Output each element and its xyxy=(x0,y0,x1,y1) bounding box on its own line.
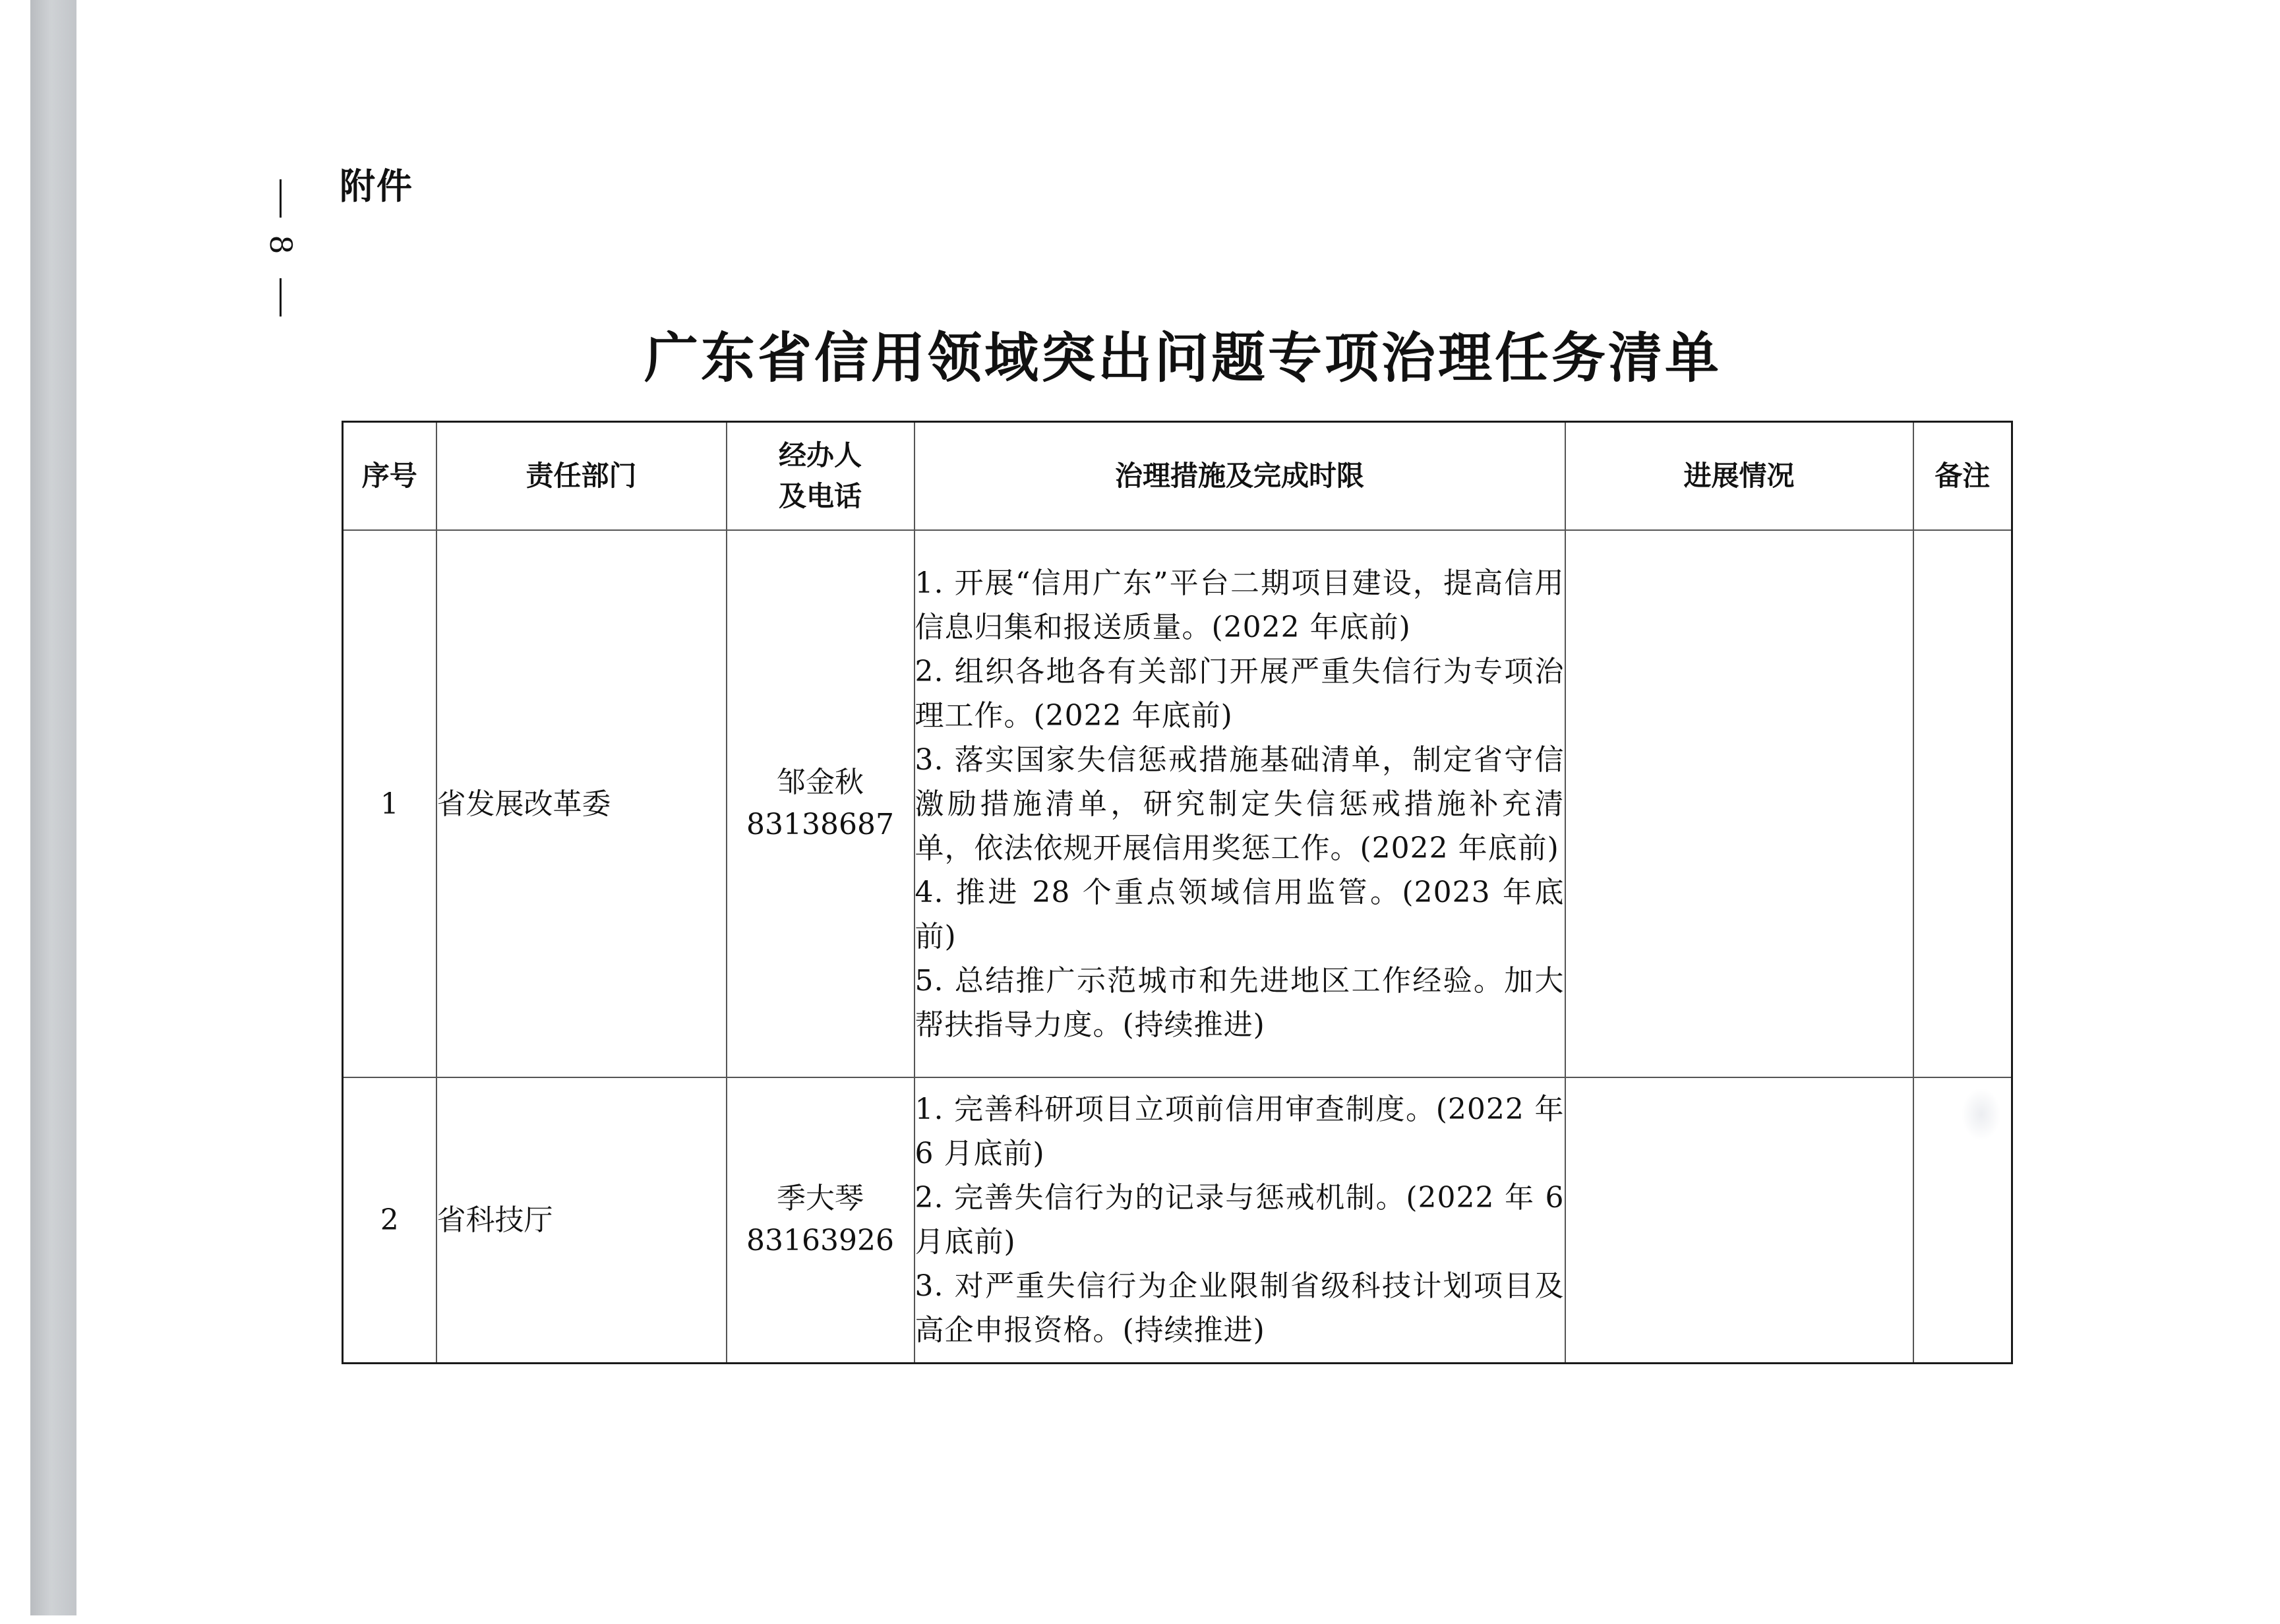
cell-measures xyxy=(915,1077,1565,1363)
scan-binding-strip xyxy=(30,0,76,1615)
table-header-row xyxy=(343,422,2012,531)
page-marker-dash-bottom xyxy=(280,278,282,316)
measure-item: 1. 完善科研项目立项前信用审查制度。(2022 年 6 月底前) xyxy=(915,1093,1565,1171)
measure-item: 3. 落实国家失信惩戒措施基础清单，制定省守信激励措施清单，研究制定失信惩戒措施补充清单，依法依规开展信用奖惩工作。(2022 年底前) xyxy=(915,742,1565,865)
contact-phone: 83138687 xyxy=(746,808,894,841)
header-remarks: 备注 xyxy=(1913,422,2012,531)
attachment-label: 附件 xyxy=(340,165,413,207)
header-department: 责任部门 xyxy=(436,422,727,531)
header-contact xyxy=(727,422,915,531)
scan-artifact xyxy=(1962,1088,2001,1141)
measure-item: 2. 组织各地各有关部门开展严重失信行为专项治理工作。(2022 年底前) xyxy=(915,654,1565,733)
cell-seq: 1 xyxy=(343,530,436,1077)
contact-name: 邹金秋 xyxy=(777,766,864,799)
contact-phone: 83163926 xyxy=(746,1224,894,1258)
header-contact-line2: 及电话 xyxy=(778,480,862,512)
document-title: 广东省信用领域突出问题专项治理任务清单 xyxy=(644,326,1722,390)
contact-name: 季大琴 xyxy=(777,1182,864,1216)
cell-progress xyxy=(1565,1077,1913,1363)
cell-department: 省科技厅 xyxy=(436,1077,727,1363)
cell-contact xyxy=(727,530,915,1077)
measure-item: 1. 开展“信用广东”平台二期项目建设，提高信用信息归集和报送质量。(2022 年底前) xyxy=(915,566,1565,644)
cell-seq: 2 xyxy=(343,1077,436,1363)
table-row xyxy=(343,1077,2012,1363)
header-measures: 治理措施及完成时限 xyxy=(915,422,1565,531)
cell-department: 省发展改革委 xyxy=(436,530,727,1077)
table-row xyxy=(343,530,2012,1077)
header-seq: 序号 xyxy=(343,422,436,531)
measure-item: 2. 完善失信行为的记录与惩戒机制。(2022 年 6 月底前) xyxy=(915,1181,1565,1259)
header-contact-line1: 经办人 xyxy=(778,439,862,471)
measure-item: 5. 总结推广示范城市和先进地区工作经验。加大帮扶指导力度。(持续推进) xyxy=(915,963,1565,1042)
cell-remarks xyxy=(1913,530,2012,1077)
cell-measures xyxy=(915,530,1565,1077)
header-progress: 进展情况 xyxy=(1565,422,1913,531)
page-marker-dash-top xyxy=(280,179,282,218)
measure-item: 3. 对严重失信行为企业限制省级科技计划项目及高企申报资格。(持续推进) xyxy=(915,1269,1565,1348)
measure-item: 4. 推进 28 个重点领域信用监管。(2023 年底前) xyxy=(915,875,1565,953)
cell-contact xyxy=(727,1077,915,1363)
page-number-marker xyxy=(264,179,297,318)
task-table xyxy=(342,421,2013,1364)
cell-progress xyxy=(1565,530,1913,1077)
page-number: 8 xyxy=(263,235,299,255)
